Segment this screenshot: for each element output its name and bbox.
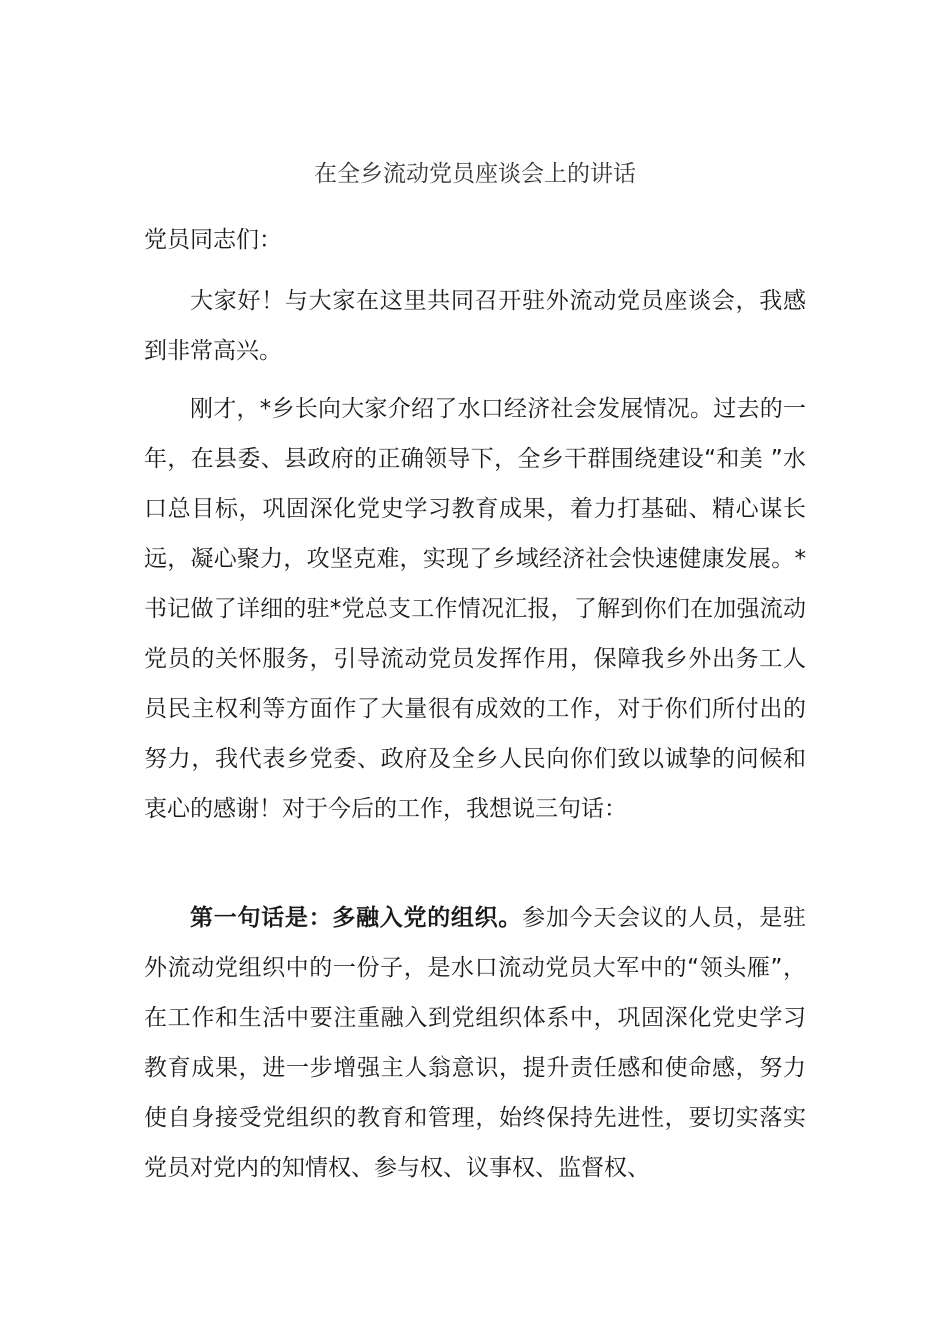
paragraph-first-point bbox=[144, 893, 806, 1193]
salutation: 党员同志们： bbox=[144, 227, 282, 253]
paragraph-text: 大家好！与大家在这里共同召开驻外流动党员座谈会，我感到非常高兴。 bbox=[144, 288, 806, 364]
paragraph-text: 参加今天会议的人员，是驻外流动党组织中的一份子，是水口流动党员大军中的“领头雁”，在工作和生活中要注重融入到党组织体系中，巩固深化党史学习教育成果，进一步增强主人翁意识，提升责任感和使命感，努力使自身接受党组织的教育和管理，始终保持先进性，要切实落实党员对党内的知情权、参与权、议事权、监督权、 bbox=[144, 905, 807, 1181]
paragraph-text: 刚才，*乡长向大家介绍了水口经济社会发展情况。过去的一年，在县委、县政府的正确领导下，全乡干群围绕建设“和美 ”水口总目标，巩固深化党史学习教育成果，着力打基础、精心谋长远，凝心聚力，攻坚克难，实现了乡域经济社会快速健康发展。*书记做了详细的驻*党总支工作情况汇报，了解到你们在加强流动党员的关怀服务，引导流动党员发挥作用，保障我乡外出务工人员民主权利等方面作了大量很有成效的工作，对于你们所付出的努力，我代表乡党委、政府及全乡人民向你们致以诚挚的问候和衷心的感谢！对于今后的工作，我想说三句话： bbox=[144, 396, 806, 822]
paragraph-lead-heading: 第一句话是：多融入党的组织。 bbox=[190, 905, 523, 931]
paragraph-review bbox=[144, 384, 806, 834]
paragraph-greeting bbox=[144, 276, 806, 376]
document-title: 在全乡流动党员座谈会上的讲话 bbox=[314, 161, 636, 187]
